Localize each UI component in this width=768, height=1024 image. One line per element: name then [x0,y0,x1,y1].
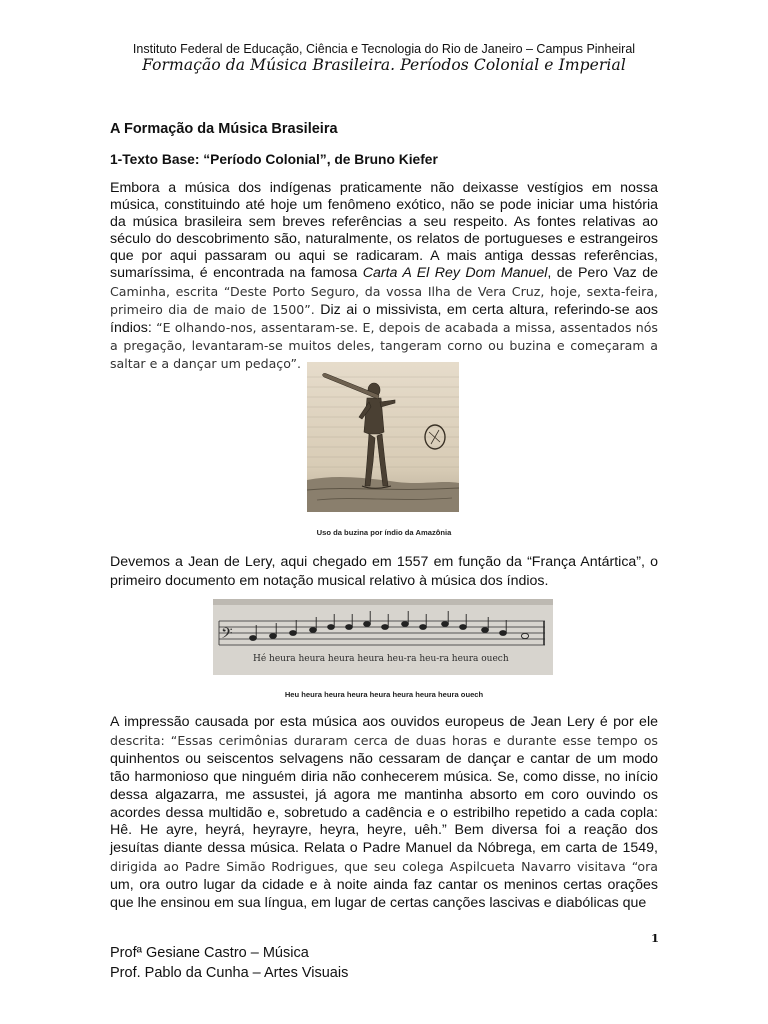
footer-teacher-music: Profª Gesiane Castro – Música [110,945,309,961]
paragraph-2: Devemos a Jean de Lery, aqui chegado em 1557 em função da “França Antártica”, o primeiro documento em notação musical relativo à música dos índios. [110,554,658,589]
page-number: 1 [651,931,660,945]
paragraph-3: A impressão causada por esta música aos ouvidos europeus de Jean Lery é por ele descrita: “Essas cerimônias duraram cerca de duas horas e durante esse tempo os quinhentos ou seiscentos selvagens não cessaram de dançar e cantar de um modo tão harmonioso que ninguém diria não conhecerem música. Se, como disse, no início dessa algazarra, me assustei, já agora me mantinha absorto em coro ouvindo os acordes dessa multidão e, sobretudo a cadência e o estribilho repetido a cada copla: Hê. He ayre, heyrá, heyrayre, heyra, heyre, uêh.” Bem diversa foi a reação dos jesuítas diante dessa música. Relata o Padre Manuel da Nóbrega, em carta de 1549, dirigida ao Padre Simão Rodrigues, que seu colega Aspilcueta Navarro visitava “ora um, ora outro lugar da cidade e à noite ainda faz cantar os meninos certas orações que lhe ensinou em sua língua, em lugar de certas canções lascivas e diabólicas que [110,714,658,912]
header-course-title: Formação da Música Brasileira. Períodos Colonial e Imperial [142,56,626,74]
document-title: A Formação da Música Brasileira [110,121,338,137]
figure-2-caption: Heu heura heura heura heura heura heura heura ouech [284,690,484,699]
score-lyrics: Hé heura heura heura heura heu-ra heu-ra heura ouech [253,654,509,664]
header-institution: Instituto Federal de Educação, Ciência e Tecnologia do Rio de Janeiro – Campus Pinheiral [132,42,636,56]
figure-1-caption: Uso da buzina por índio da Amazônia [316,528,452,537]
section-subtitle: 1-Texto Base: “Período Colonial”, de Bruno Kiefer [110,152,438,167]
indigenous-horn-engraving [307,362,459,512]
paragraph-1: Embora a música dos indígenas praticamente não deixasse vestígios em nossa música, constituindo até hoje um fenômeno exótico, não se pode iniciar uma história da música brasileira sem breves referências a seu respeito. As fontes relativas ao século do descobrimento são, naturalmente, os relatos de portugueses e estrangeiros que por aqui passaram ou aqui se radicaram. A mais antiga dessas referências, sumaríssima, é encontrada na famosa Carta A El Rey Dom Manuel, de Pero Vaz de Caminha, escrita “Deste Porto Seguro, da vossa Ilha de Vera Cruz, hoje, sexta-feira, primeiro dia de maio de 1500”. Diz ai o missivista, em certa altura, referindo-se aos índios: “E olhando-nos, assentaram-se. E, depois de acabada a missa, assentados nós a pregação, levantaram-se muitos deles, tangeram corno ou buzina e começaram a saltar e a dançar um pedaço”. [110,180,658,371]
musical-notation-figure [213,599,553,675]
footer-teacher-arts: Prof. Pablo da Cunha – Artes Visuais [110,965,349,981]
svg-text:𝄢: 𝄢 [221,625,233,646]
